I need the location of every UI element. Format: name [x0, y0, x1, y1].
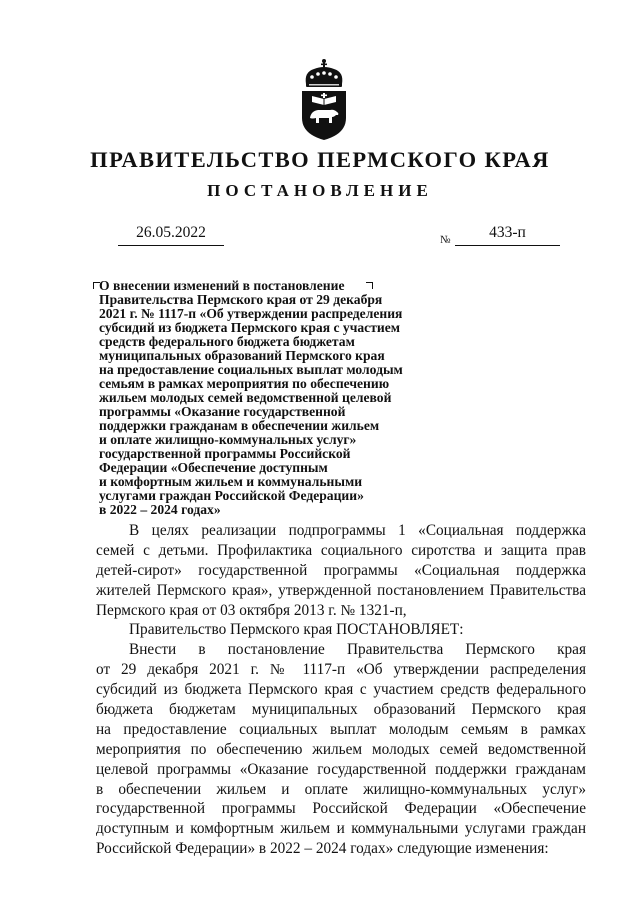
subject-line: Федерации «Обеспечение доступным [99, 460, 328, 475]
body-line: жителей Пермского края», утвержденной постановлением Правительства [96, 581, 586, 599]
subject-line: поддержки гражданам в обеспечении жильем [99, 418, 380, 433]
subject-line: жильем молодых семей ведомственной целевой [99, 390, 392, 405]
document-subject [99, 278, 403, 517]
subject-line: средств федерального бюджета бюджетам [99, 334, 355, 349]
body-line: целевой программы «Оказание государственной поддержки гражданам [96, 760, 586, 778]
body-line: В целях реализации подпрограммы 1 «Социальная поддержка [129, 522, 586, 539]
body-line: детей-сирот» государственной программы «Социальная поддержка [96, 561, 586, 579]
subject-line: субсидий из бюджета Пермского края с участием [99, 320, 401, 335]
subject-line: на предоставление социальных выплат молодым [99, 362, 403, 377]
number-sign: № [440, 234, 451, 246]
body-line: семей с детьми. Профилактика социального сиротства и защита прав [96, 541, 586, 559]
subject-line: в 2022 – 2024 годах» [99, 502, 221, 517]
government-title: ПРАВИТЕЛЬСТВО ПЕРМСКОГО КРАЯ [90, 147, 550, 172]
coat-of-arms-icon [296, 58, 352, 142]
body-line: в обеспечении жильем и оплате жилищно-коммунальных услуг» [96, 780, 586, 798]
body-line: Пермского края от 03 октября 2013 г. № 1321-п, [96, 601, 407, 619]
document-body [96, 521, 586, 859]
document-number: 433-п [455, 224, 560, 246]
subject-line: О внесении изменений в постановление [99, 278, 345, 293]
body-line: Российской Федерации» в 2022 – 2024 годах» следующие изменения: [96, 840, 549, 858]
subject-line: семьям в рамках мероприятия по обеспечению [99, 376, 390, 391]
subject-line: муниципальных образований Пермского края [99, 348, 385, 363]
subject-line: программы «Оказание государственной [99, 404, 346, 419]
document-type: ПОСТАНОВЛЕНИЕ [207, 181, 433, 200]
document-date: 26.05.2022 [118, 224, 224, 246]
subject-line: и оплате жилищно-коммунальных услуг» [99, 432, 357, 447]
body-line: государственной программы Российской Федерации «Обеспечение [96, 800, 586, 818]
subject-line: и комфортным жильем и коммунальными [99, 474, 363, 489]
body-line: Внести в постановление Правительства Пермского края [129, 641, 586, 659]
body-line: субсидий из бюджета Пермского края с участием средств федерального [96, 681, 586, 699]
body-line: от 29 декабря 2021 г. № 1117-п «Об утверждении распределения [96, 661, 586, 679]
body-line: бюджета бюджетам муниципальных образований Пермского края [96, 701, 586, 719]
subject-line: услугами граждан Российской Федерации» [99, 488, 364, 503]
subject-line: 2021 г. № 1117-п «Об утверждении распределения [99, 306, 403, 321]
body-line: доступным и комфортным жильем и коммунальными услугами граждан [96, 820, 586, 838]
subject-line: Правительства Пермского края от 29 декабря [99, 292, 383, 307]
body-line: мероприятия по обеспечению жильем молодых семей ведомственной [96, 740, 586, 758]
subject-line: государственной программы Российской [99, 446, 351, 461]
body-line: Правительство Пермского края ПОСТАНОВЛЯЕТ: [129, 621, 464, 639]
body-line: на предоставление социальных выплат молодым семьям в рамках [96, 720, 586, 738]
